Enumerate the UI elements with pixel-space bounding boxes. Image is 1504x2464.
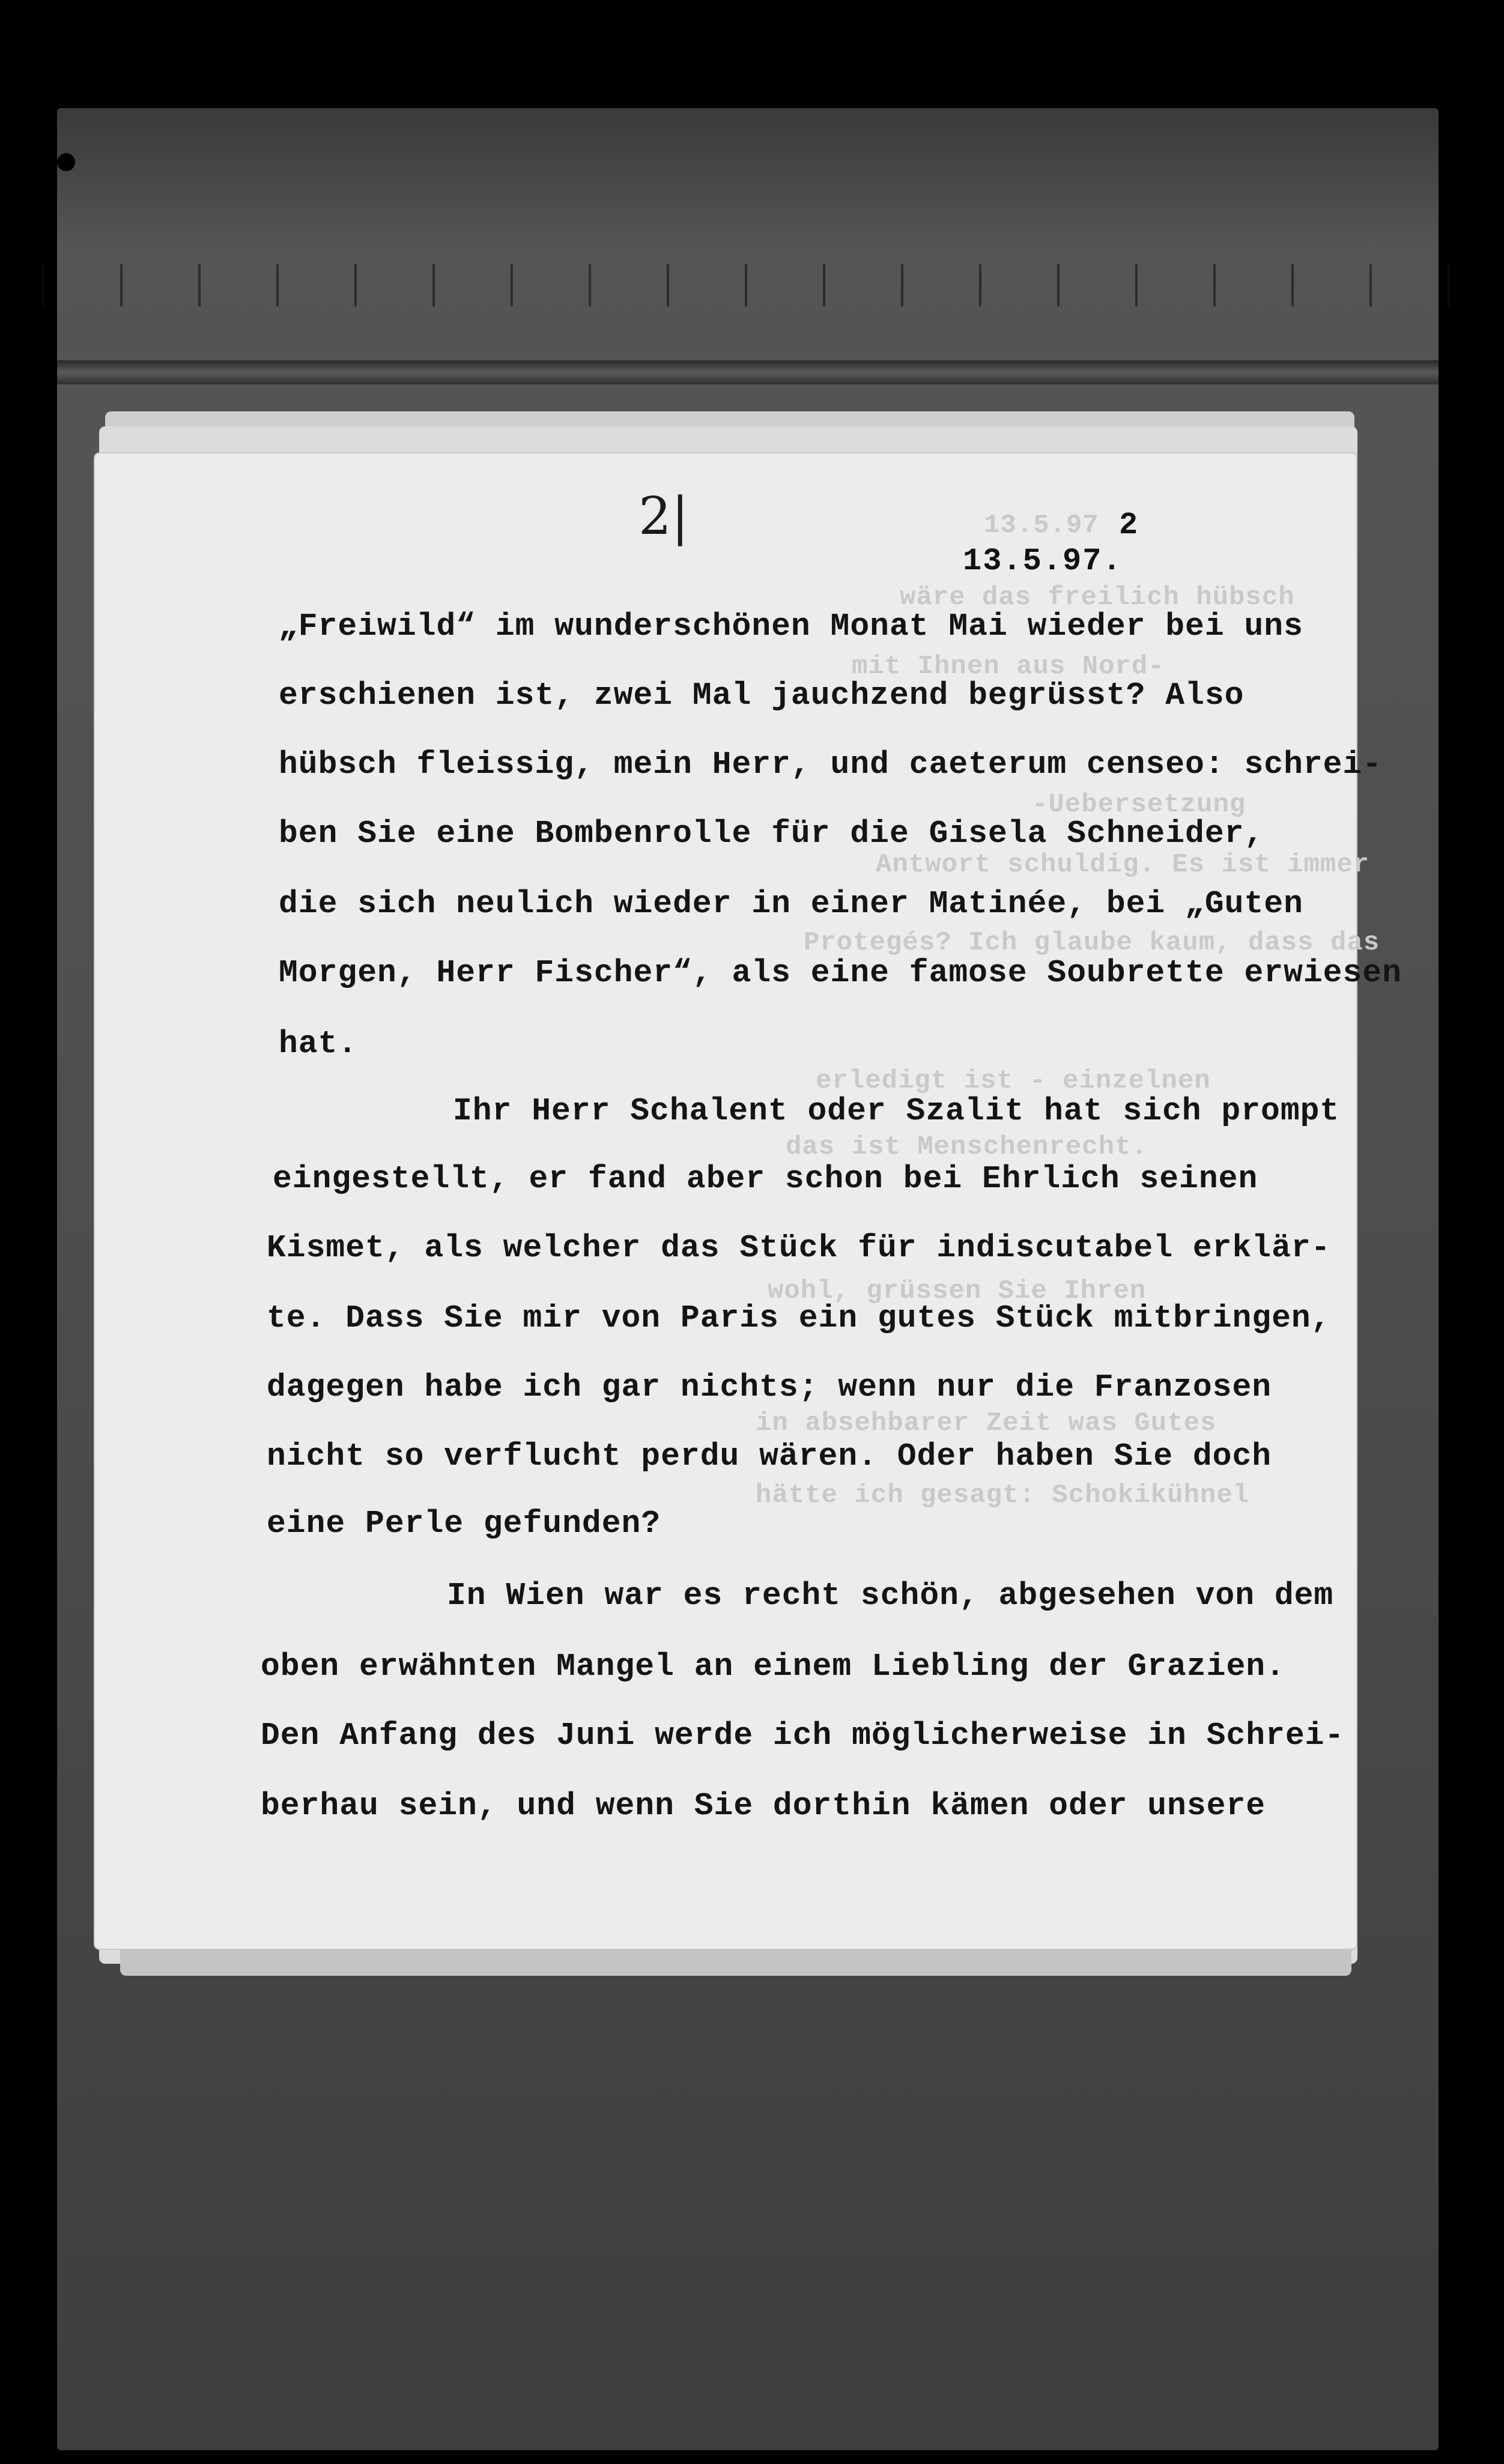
bleed-through-mark: in absehbarer Zeit was Gutes bbox=[756, 1408, 1217, 1438]
background-marks bbox=[0, 264, 1504, 306]
bleed-through-mark: wäre das freilich hübsch bbox=[900, 583, 1295, 613]
bleed-through-mark: 13.5.97 bbox=[984, 510, 1099, 540]
bleed-through-mark: Protegés? Ich glaube kaum, dass das bbox=[804, 928, 1380, 958]
text-line: dagegen habe ich gar nichts; wenn nur die Franzosen bbox=[267, 1369, 1272, 1405]
text-line: Morgen, Herr Fischer“, als eine famose Soubrette erwiesen bbox=[279, 955, 1402, 991]
text-line: In Wien war es recht schön, abgesehen von dem bbox=[447, 1578, 1334, 1614]
bleed-through-mark: hätte ich gesagt: Schokikühnel bbox=[756, 1480, 1250, 1510]
bleed-through-mark: Antwort schuldig. Es ist immer bbox=[876, 850, 1370, 880]
text-line: te. Dass Sie mir von Paris ein gutes Stück mitbringen, bbox=[267, 1300, 1331, 1336]
text-line: Den Anfang des Juni werde ich möglicherweise in Schrei- bbox=[261, 1718, 1345, 1754]
text-line: eine Perle gefunden? bbox=[267, 1506, 661, 1542]
bleed-through-mark: erledigt ist - einzelnen bbox=[816, 1066, 1211, 1096]
text-line: erschienen ist, zwei Mal jauchzend begrüsst? Also bbox=[279, 677, 1245, 713]
text-line: hat. bbox=[279, 1026, 358, 1062]
text-line: nicht so verflucht perdu wären. Oder haben Sie doch bbox=[267, 1438, 1272, 1474]
punch-hole bbox=[17, 138, 38, 160]
text-line: Kismet, als welcher das Stück für indiscutabel erklär- bbox=[267, 1230, 1331, 1266]
text-line: hübsch fleissig, mein Herr, und caeterum censeo: schrei- bbox=[279, 746, 1383, 782]
bleed-through-mark: -Uebersetzung bbox=[1032, 790, 1246, 820]
punch-hole bbox=[57, 153, 75, 171]
text-line: berhau sein, und wenn Sie dorthin kämen oder unsere bbox=[261, 1788, 1266, 1824]
handwritten-page-number: 2| bbox=[638, 486, 689, 546]
letter-page bbox=[95, 453, 1402, 1949]
text-line: Ihr Herr Schalent oder Szalit hat sich prompt bbox=[453, 1093, 1340, 1129]
background-fold bbox=[57, 360, 1439, 384]
text-line: die sich neulich wieder in einer Matinée, bei „Guten bbox=[279, 886, 1303, 922]
bleed-through-mark: wohl, grüssen Sie Ihren bbox=[768, 1276, 1147, 1306]
bleed-through-mark: das ist Menschenrecht. bbox=[786, 1132, 1148, 1162]
letter-date: 13.5.97. bbox=[963, 543, 1123, 579]
text-line: eingestellt, er fand aber schon bei Ehrlich seinen bbox=[273, 1161, 1258, 1197]
text-line: ben Sie eine Bombenrolle für die Gisela Schneider, bbox=[279, 816, 1264, 852]
text-line: „Freiwild“ im wunderschönen Monat Mai wieder bei uns bbox=[279, 608, 1303, 644]
page-number: 2 bbox=[1119, 507, 1138, 543]
text-line: oben erwähnten Mangel an einem Liebling der Grazien. bbox=[261, 1648, 1285, 1685]
bleed-through-mark: mit Ihnen aus Nord- bbox=[852, 652, 1165, 682]
